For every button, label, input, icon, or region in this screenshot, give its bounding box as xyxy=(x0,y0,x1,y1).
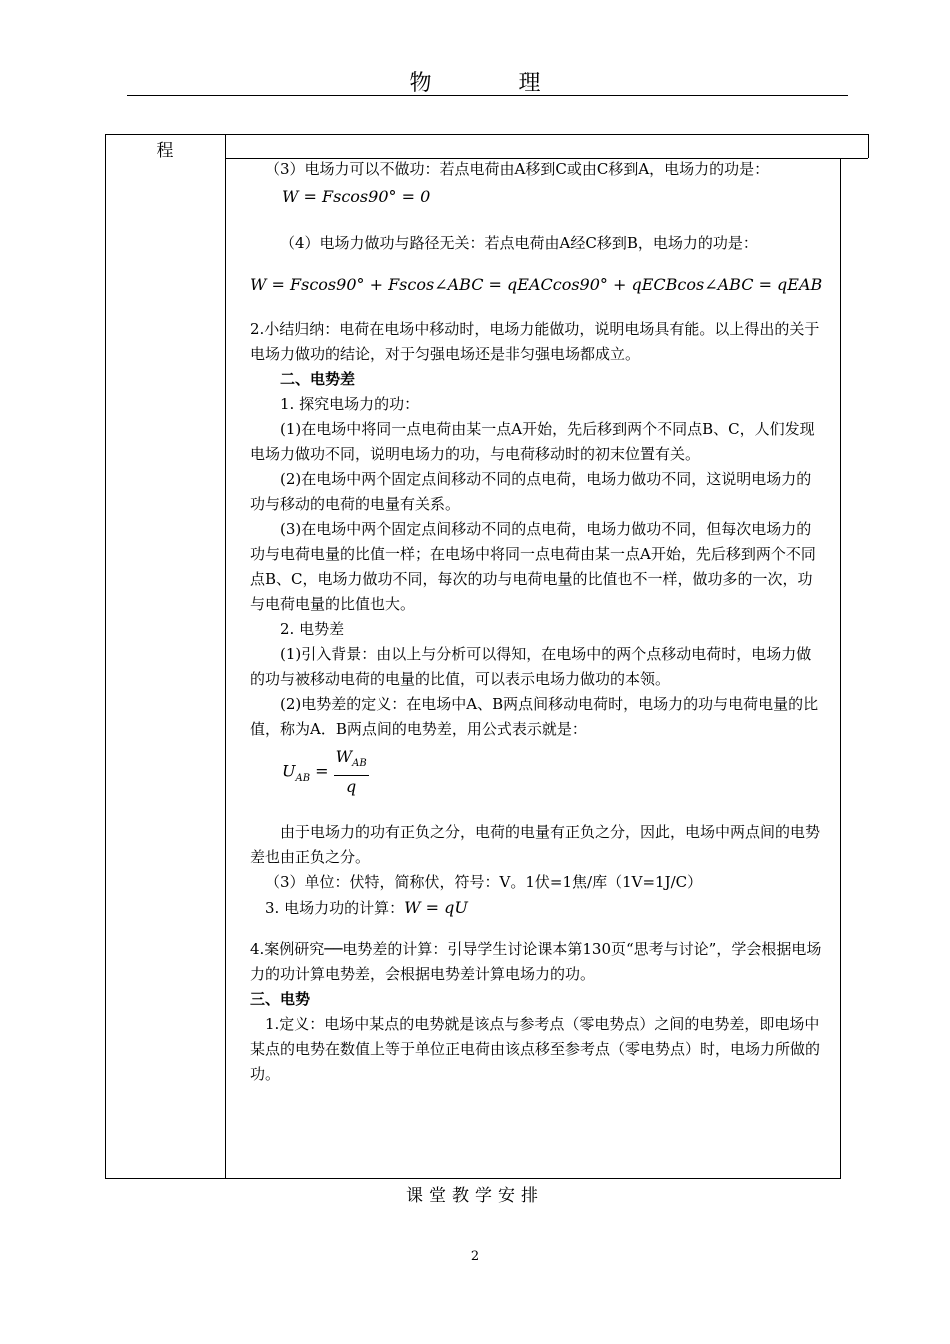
paragraph-sign: 由于电场力的功有正负之分，电荷的电量有正负之分，因此，电场中两点间的电势差也由正负之分。 xyxy=(250,823,821,866)
paragraph-explore-3: (3)在电场中两个固定点间移动不同的点电荷，电场力做功不同，但每次电场力的功与电荷电量的比值一样；在电场中将同一点电荷由某一点A开始，先后移到两个不同点B、C，电场力做功不同，每次的功与电荷电量的比值也不一样，做功多的一次，功与电荷电量的比值也大。 xyxy=(250,520,816,613)
formula-work-zero: W = Fscos90° = 0 xyxy=(282,187,431,206)
paragraph-definition: (2)电势差的定义：在电场中A、B两点间移动电荷时，电场力的功与电荷电量的比值，称为A．B两点间的电势差，用公式表示就是： xyxy=(250,695,819,738)
section-heading-potential-difference: 二、电势差 xyxy=(280,370,356,388)
formula-q: q xyxy=(346,777,357,797)
table-column-divider xyxy=(225,134,226,1178)
paragraph-potential-difference-heading: 2. 电势差 xyxy=(280,620,345,638)
table-left-border xyxy=(105,134,106,1178)
footer-title: 课堂教学安排 xyxy=(406,1186,544,1206)
paragraph-explore-2: (2)在电场中两个固定点间移动不同的点电荷，电场力做功不同，这说明电场力的功与移动的电荷的电量有关系。 xyxy=(250,470,812,513)
table-top-border xyxy=(105,134,869,135)
paragraph-work-zero: （3）电场力可以不做功：若点电荷由A移到C或由C移到A，电场力的功是： xyxy=(265,160,770,178)
formula-potential-difference: $U_{AB}$ = $\frac{W_{AB}}{q}$ xyxy=(282,747,367,797)
formula-work-qu: W = qU xyxy=(404,898,468,917)
paragraph-summary: 2.小结归纳：电荷在电场中移动时，电场力能做功，说明电场具有能。以上得出的关于电场力做功的结论，对于匀强电场还是非匀强电场都成立。 xyxy=(250,320,820,363)
section-heading-potential: 三、电势 xyxy=(250,990,311,1008)
paragraph-explore-1: (1)在电场中将同一点电荷由某一点A开始，先后移到两个不同点B、C，人们发现电场力做功不同，说明电场力的功，与电荷移动时的初末位置有关。 xyxy=(250,420,815,463)
formula-fraction xyxy=(334,746,369,798)
page-header-title: 物 理 xyxy=(409,71,581,96)
paragraph-path-independent: （4）电场力做功与路径无关：若点电荷由A经C移到B，电场力的功是： xyxy=(280,234,758,252)
lesson-content xyxy=(250,157,822,1087)
header-rule xyxy=(127,95,848,96)
formula-path-work: W = Fscos90° + Fscos∠ABC = qEACcos90° + qECBcos∠ABC = qEAB xyxy=(250,275,823,294)
formula-w-subscript: AB xyxy=(352,758,367,770)
paragraph-case-study: 4.案例研究──电势差的计算：引导学生讨论课本第130页“思考与讨论”，学会根据电场力的功计算电势差，会根据电势差计算电场力的功。 xyxy=(250,940,822,983)
paragraph-unit: （3）单位：伏特，简称伏，符号：V。1伏=1焦/库（1V=1J/C） xyxy=(265,873,703,891)
work-calc-label: 3. 电场力功的计算： xyxy=(265,899,405,917)
paragraph-explore-work: 1. 探究电场力的功： xyxy=(280,395,420,413)
table-body-right-border xyxy=(840,158,841,1178)
page-number: 2 xyxy=(470,1249,480,1264)
table-header-right-border xyxy=(868,134,869,158)
formula-u: U xyxy=(282,761,296,781)
formula-w: W xyxy=(335,747,353,766)
paragraph-background: (1)引入背景：由以上与分析可以得知，在电场中的两个点移动电荷时，电场力做的功与被移动电荷的电量的比值，可以表示电场力做功的本领。 xyxy=(250,645,812,688)
formula-u-subscript: AB xyxy=(295,772,311,784)
table-row-label: 程 xyxy=(156,141,174,161)
table-bottom-border xyxy=(105,1178,841,1179)
paragraph-potential-definition: 1.定义：电场中某点的电势就是该点与参考点（零电势点）之间的电势差，即电场中某点的电势在数值上等于单位正电荷由该点移至参考点（零电势点）时，电场力所做的功。 xyxy=(250,1015,821,1083)
paragraph-work-calc xyxy=(250,895,822,921)
